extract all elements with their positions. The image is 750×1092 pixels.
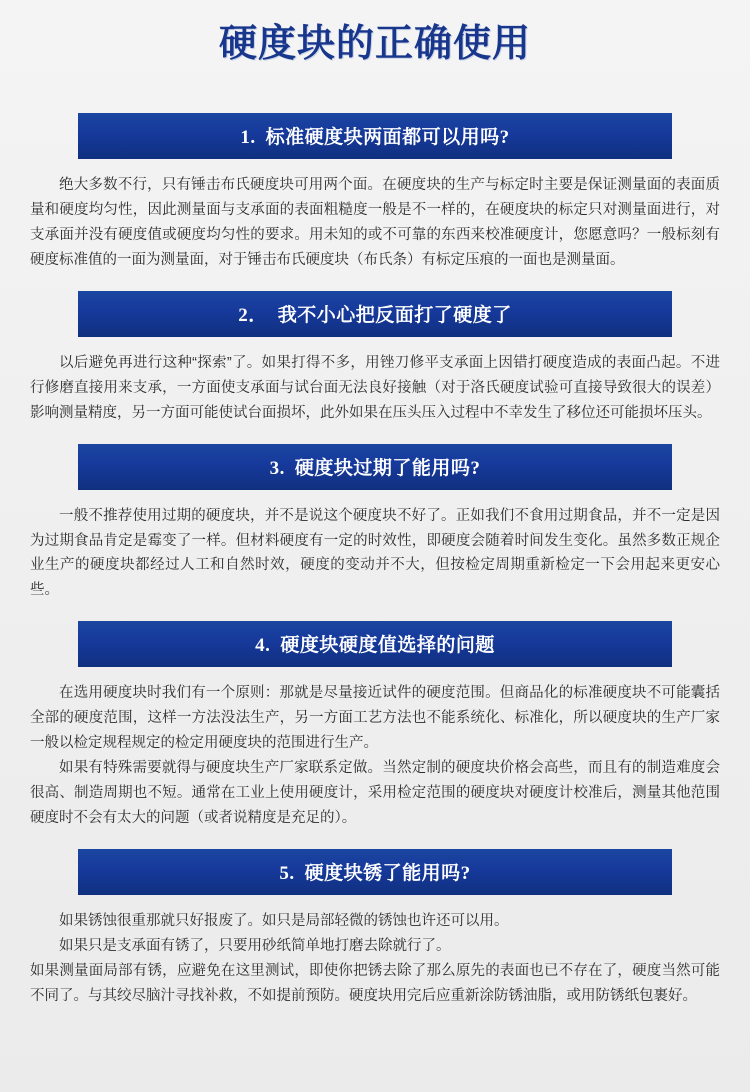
section-4 (18, 621, 732, 843)
section-4-heading: 硬度块硬度值选择的问题 (280, 635, 495, 657)
page-title: 硬度块的正确使用 (218, 23, 531, 65)
section-3-number: 3. (269, 457, 285, 479)
section-1-heading: 标准硬度块两面都可以用吗? (265, 127, 510, 148)
paragraph: 一般不推荐使用过期的硬度块，并不是说这个硬度块不好了。正如我们不食用过期食品，并不一定是因为过期食品肯定是霉变了一样。但材料硬度有一定的时效性，即硬度会随着时间发生变化。虽然多数正规企业生产的硬度块都经过人工和自然时效，硬度的变动并不大，但按检定周期重新检定一下会用起来更安心些。 (30, 507, 720, 599)
section-2-body (18, 337, 732, 438)
section-3-heading: 硬度块过期了能用吗? (294, 457, 481, 479)
section-1-number: 1. (240, 127, 256, 148)
paragraph: 绝大多数不行，只有锤击布氏硬度块可用两个面。在硬度块的生产与标定时主要是保证测量面的表面质量和硬度均匀性，因此测量面与支承面的表面粗糙度一般是不一样的，在硬度块的标定只对测量面进行，对支承面并没有硬度值或硬度均匀性的要求。用未知的或不可靠的东西来校准硬度计，您愿意吗？一般标刻有硬度标准值的一面为测量面，对于锤击布氏硬度块（布氏条）有标定压痕的一面也是测量面。 (30, 177, 720, 268)
section-2-heading: 我不小心把反面打了硬度了 (277, 304, 512, 326)
section-1-body (18, 159, 732, 285)
section-5-heading: 硬度块锈了能用吗? (304, 862, 471, 884)
section-3-body (18, 490, 732, 616)
section-2-header (78, 291, 672, 337)
paragraph: 以后避免再进行这种“探索”了。如果打得不多，用锉刀修平支承面上因错打硬度造成的表面凸起。不进行修磨直接用来支承，一方面使支承面与试台面无法良好接触（对于洛氏硬度试验可直接导致很大的误差）影响测量精度，另一方面可能使试台面损坏，此外如果在压头压入过程中不幸发生了移位还可能损坏压头。 (30, 354, 720, 421)
section-4-body (18, 667, 732, 843)
section-4-number: 4. (255, 635, 271, 657)
section-5-number: 5. (279, 862, 295, 884)
section-5-body (18, 895, 732, 1021)
section-3-header (78, 444, 672, 490)
section-3 (18, 444, 732, 616)
section-5-header (78, 849, 672, 895)
paragraph: 如果有特殊需要就得与硬度块生产厂家联系定做。当然定制的硬度块价格会高些，而且有的制造难度会很高、制造周期也不短。通常在工业上使用硬度计，采用检定范围的硬度块对硬度计校准后，测量其他范围硬度时不会有太大的问题（或者说精度是充足的）。 (30, 760, 720, 826)
section-4-header (78, 621, 672, 667)
paragraph: 如果测量面局部有锈，应避免在这里测试，即使你把锈去除了那么原先的表面也已不存在了，硬度当然可能不同了。与其绞尽脑汁寻找补救，不如提前预防。硬度块用完后应重新涂防锈油脂，或用防锈纸包裹好。 (30, 962, 720, 1004)
paragraph: 在选用硬度块时我们有一个原则：那就是尽量接近试件的硬度范围。但商品化的标准硬度块不可能囊括全部的硬度范围，这样一方法没法生产，另一方面工艺方法也不能系统化、标准化，所以硬度块的生产厂家一般以检定规程规定的检定用硬度块的范围进行生产。 (30, 685, 720, 752)
section-2-number: 2． (238, 304, 268, 326)
section-2 (18, 291, 732, 438)
section-1 (18, 113, 732, 285)
paragraph: 如果只是支承面有锈了，只要用砂纸简单地打磨去除就行了。 (59, 937, 451, 954)
section-1-header (78, 113, 672, 159)
paragraph: 如果锈蚀很重那就只好报废了。如只是局部轻微的锈蚀也许还可以用。 (59, 912, 509, 929)
document-content (0, 113, 750, 1021)
section-5 (18, 849, 732, 1021)
